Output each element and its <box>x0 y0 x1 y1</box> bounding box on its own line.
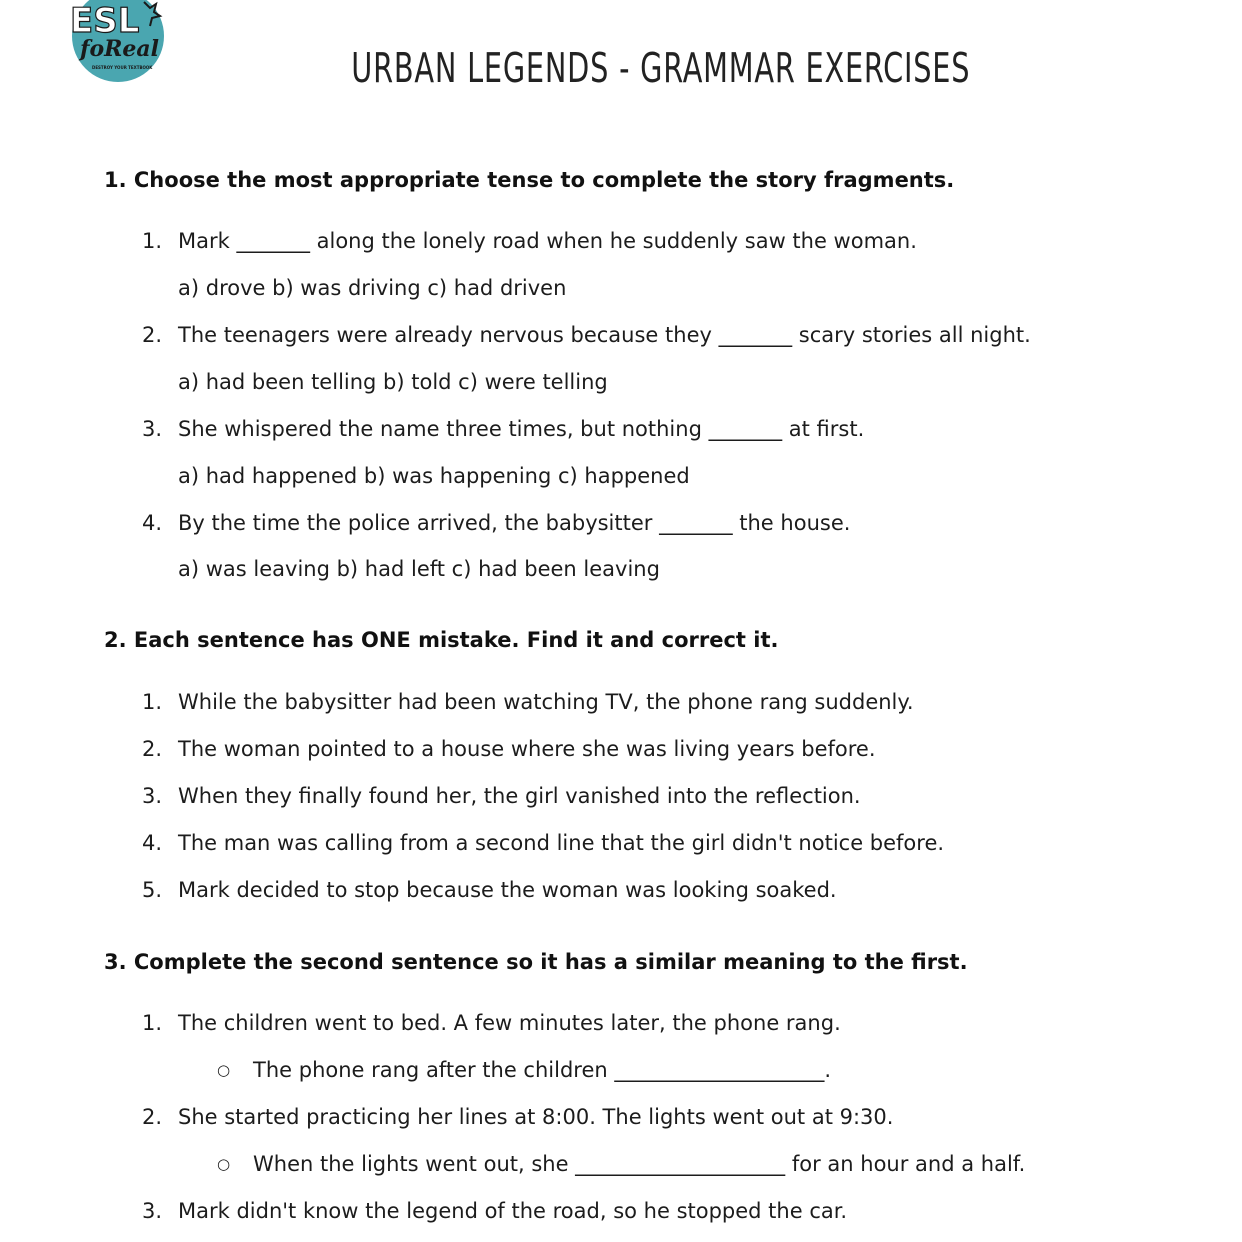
s1-item-4-text: By the time the police arrived, the babysitter _______ the house. <box>178 511 851 535</box>
s1-item-1-number: 1. <box>142 229 163 253</box>
s2-item-4-text: The man was calling from a second line that the girl didn't notice before. <box>178 831 945 855</box>
s2-item-4-number: 4. <box>142 831 163 855</box>
s3-item-1-text: The children went to bed. A few minutes later, the phone rang. <box>178 1011 841 1035</box>
s3-item-2-text: She started practicing her lines at 8:00. The lights went out at 9:30. <box>178 1105 894 1129</box>
s2-item-5-number: 5. <box>142 878 163 902</box>
s2-item-1-text: While the babysitter had been watching TV, the phone rang suddenly. <box>178 690 914 714</box>
s1-item-4-options: a) was leaving b) had left c) had been leaving <box>178 557 660 581</box>
s3-item-2-sub: When the lights went out, she ____________________ for an hour and a half. <box>253 1152 1026 1176</box>
s2-item-3-text: When they finally found her, the girl vanished into the reflection. <box>178 784 861 808</box>
page-title: URBAN LEGENDS - GRAMMAR EXERCISES <box>351 44 971 92</box>
s1-item-1-text: Mark _______ along the lonely road when he suddenly saw the woman. <box>178 229 917 253</box>
s1-item-2-number: 2. <box>142 323 163 347</box>
logo-foreal-text: foReal <box>80 36 160 62</box>
s3-item-1-sub: The phone rang after the children ____________________. <box>253 1058 832 1082</box>
s3-item-2-bullet: ○ <box>217 1155 231 1173</box>
s3-item-3-number: 3. <box>142 1199 163 1223</box>
section-1-heading: 1. Choose the most appropriate tense to complete the story fragments. <box>104 168 955 192</box>
s1-item-1-options: a) drove b) was driving c) had driven <box>178 276 567 300</box>
s1-item-2-text: The teenagers were already nervous because they _______ scary stories all night. <box>178 323 1031 347</box>
logo-esl-text: ESL <box>70 1 140 41</box>
logo-tagline: DESTROY YOUR TEXTBOOK <box>92 65 153 70</box>
s3-item-1-bullet: ○ <box>217 1061 231 1079</box>
s1-item-4-number: 4. <box>142 511 163 535</box>
s2-item-5-text: Mark decided to stop because the woman was looking soaked. <box>178 878 837 902</box>
s3-item-2-number: 2. <box>142 1105 163 1129</box>
section-3-heading: 3. Complete the second sentence so it has a similar meaning to the first. <box>104 950 968 974</box>
s1-item-3-number: 3. <box>142 417 163 441</box>
section-2-heading: 2. Each sentence has ONE mistake. Find it and correct it. <box>104 628 779 652</box>
s1-item-2-options: a) had been telling b) told c) were telling <box>178 370 608 394</box>
s2-item-2-text: The woman pointed to a house where she was living years before. <box>178 737 876 761</box>
s1-item-3-options: a) had happened b) was happening c) happened <box>178 464 690 488</box>
s2-item-3-number: 3. <box>142 784 163 808</box>
s3-item-1-number: 1. <box>142 1011 163 1035</box>
s2-item-2-number: 2. <box>142 737 163 761</box>
s3-item-3-text: Mark didn't know the legend of the road, so he stopped the car. <box>178 1199 848 1223</box>
s1-item-3-text: She whispered the name three times, but nothing _______ at first. <box>178 417 865 441</box>
s2-item-1-number: 1. <box>142 690 163 714</box>
